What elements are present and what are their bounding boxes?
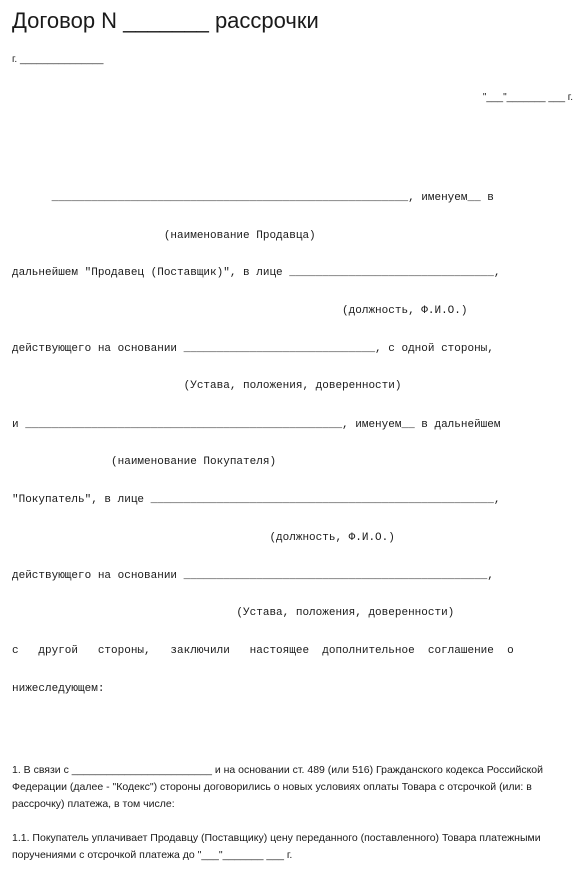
seller-position-caption: (должность, Ф.И.О.) [12, 305, 468, 317]
document-title: Договор N _______ рассрочки [12, 8, 319, 33]
seller-basis-line: действующего на основании _____________________________, с одной стороны, [12, 343, 494, 355]
seller-basis-caption: (Устава, положения, доверенности) [12, 380, 402, 392]
seller-name-line: ______________________________________________________, именуем__ в [12, 192, 494, 204]
agreement-intro-end: нижеследующем: [12, 683, 105, 695]
buyer-basis-line: действующего на основании ______________________________________________, [12, 570, 494, 582]
buyer-position-caption: (должность, Ф.И.О.) [12, 532, 395, 544]
buyer-representative-line: "Покупатель", в лице ____________________________________________________, [12, 494, 501, 506]
agreement-intro-line: с другой стороны, заключили настоящее дополнительное соглашение о [12, 645, 514, 657]
seller-name-caption: (наименование Продавца) [12, 230, 316, 242]
buyer-name-caption: (наименование Покупателя) [12, 456, 277, 468]
seller-representative-line: дальнейшем "Продавец (Поставщик)", в лице _______________________________, [12, 267, 501, 279]
date-line: "___"_______ ___ г. [482, 92, 573, 103]
buyer-basis-caption: (Устава, положения, доверенности) [12, 607, 455, 619]
paragraph-1-1: 1.1. Покупатель уплачивает Продавцу (Поставщику) цену переданного (поставленного) Товара платежными поручениями с отсрочкой платежа до "___"_______ ___ г. [12, 832, 541, 861]
buyer-name-line: и ________________________________________________, именуем__ в дальнейшем [12, 419, 501, 431]
city-line: г. _______________ [12, 54, 104, 65]
paragraph-1: 1. В связи с ________________________ и на основании ст. 489 (или 516) Гражданского кодекса Российской Федерации (далее - "Кодекс") стороны договорились о новых условиях оплаты Товара с отсрочкой (или: в рассрочку) платежа, в том числе: [12, 764, 544, 810]
